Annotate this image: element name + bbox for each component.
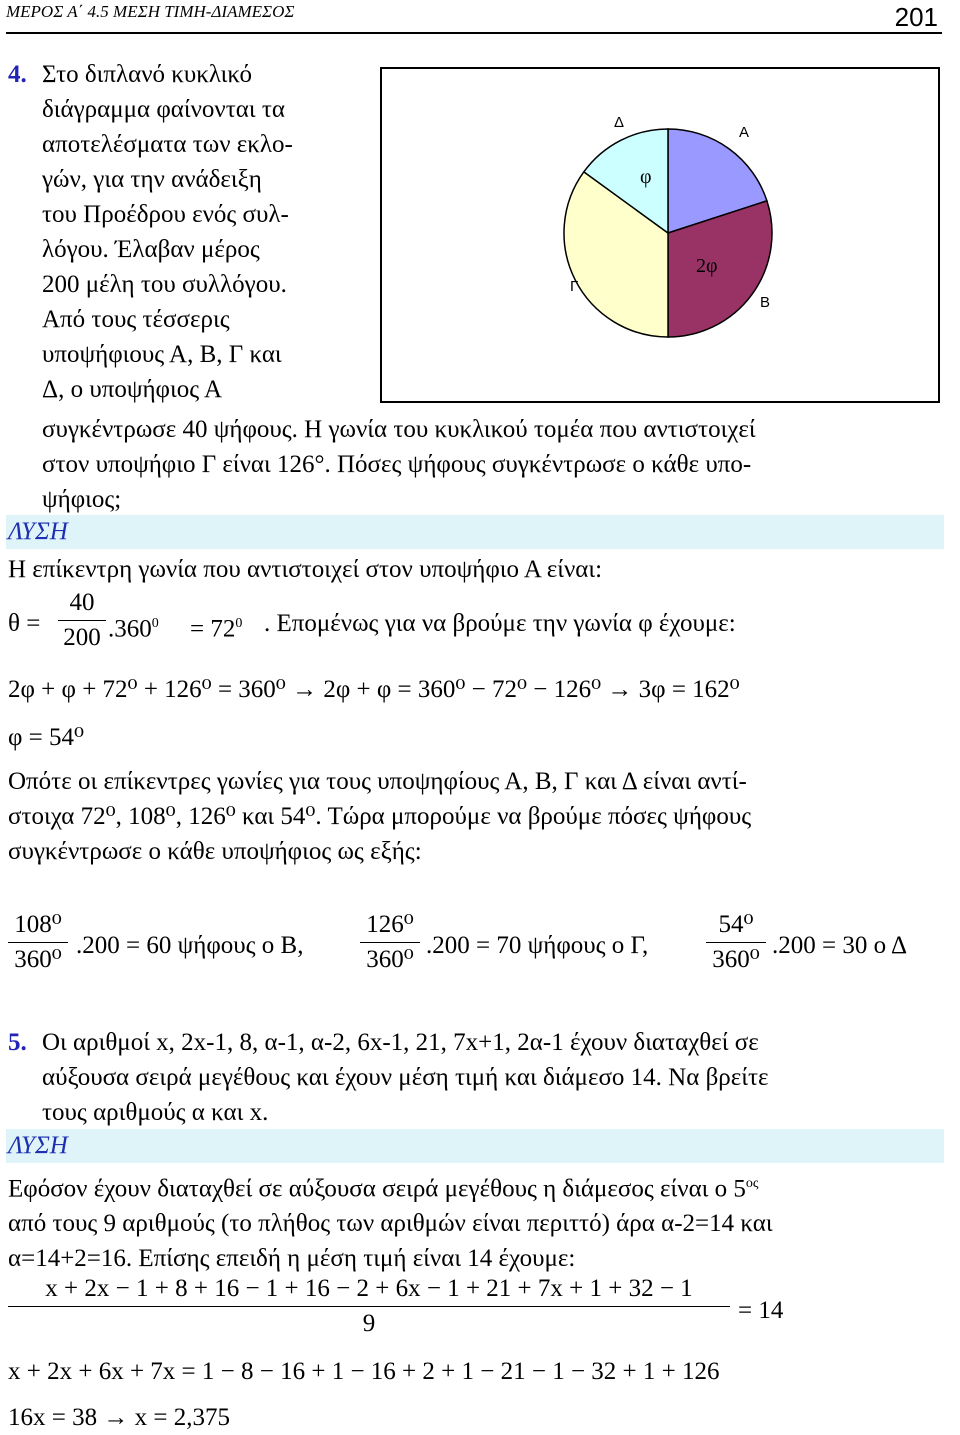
theta-label: θ =	[8, 610, 41, 637]
exercise-5-text: Οι αριθμοί x, 2x-1, 8, α-1, α-2, 6x-1, 21, 7x+1, 2α-1 έχουν διαταχθεί σε αύξουσα σειρά μεγέθους και έχουν μέση τιμή και διάμεσο 14. Να βρείτε τους αριθμούς α και x.	[42, 1029, 769, 1126]
fraction-b: 108⁰ 360⁰	[8, 910, 68, 975]
fraction-d: 54⁰ 360⁰	[706, 910, 766, 975]
solution-intro: Η επίκεντρη γωνία που αντιστοιχεί στον υποψήφιο Α είναι:	[8, 556, 603, 583]
fraction-g: 126⁰ 360⁰	[360, 910, 420, 975]
mean-fraction	[8, 1274, 730, 1339]
exercise-4-continuation	[42, 412, 756, 517]
fraction-denominator: 200	[63, 624, 101, 651]
theta-equals: = $72^0$	[190, 615, 243, 643]
exercise-5-number: 5.	[8, 1029, 27, 1056]
angle-label-phi: φ	[640, 166, 652, 188]
ex4-line: Από τους τέσσερις	[42, 306, 230, 333]
ex5-solution-text: Εφόσον έχουν διαταχθεί σε αύξουσα σειρά μεγέθους η διάμεσος είναι ο $5^{o\varsigma}$ από τους 9 αριθμούς (το πλήθος των αριθμών είναι περιττό) άρα α-2=14 και α=14+2=16. Επίσης επειδή η μέση τιμή είναι 14 έχουμε:	[8, 1175, 773, 1273]
pie-label-1: Β	[760, 294, 771, 311]
solution-bar-4	[6, 515, 944, 549]
mean-equals: = 14	[738, 1297, 784, 1324]
fraction-numerator: 40	[69, 589, 95, 616]
ex4-line: λόγου. Έλαβαν μέρος	[42, 236, 260, 263]
theta-fraction	[58, 588, 106, 653]
votes-b: .200 = 60 ψήφους ο Β,	[76, 932, 304, 959]
solution-label: ΛΥΣΗ	[8, 518, 68, 545]
solution-label: ΛΥΣΗ	[8, 1132, 68, 1159]
mean-numerator: x + 2x − 1 + 8 + 16 − 1 + 16 − 2 + 6x − 1 + 21 + 7x + 1 + 32 − 1	[45, 1275, 693, 1302]
exercise-4-text	[42, 57, 293, 407]
ex4-line: αποτελέσματα των εκλο-	[42, 131, 293, 158]
page-number: 201	[894, 2, 938, 32]
angle-label-two-phi: 2φ	[696, 255, 718, 277]
solution-bar-5	[6, 1129, 944, 1163]
running-header: ΜΕΡΟΣ Α΄ 4.5 ΜΕΣΗ ΤΙΜΗ-ΔΙΑΜΕΣΟΣ	[6, 2, 295, 21]
angles-paragraph: Οπότε οι επίκεντρες γωνίες για τους υποψηφίους Α, Β, Γ και Δ είναι αντί- στοιχα 72⁰, 108⁰, 126⁰ και 54⁰. Τώρα μπορούμε να βρούμε πόσες ψήφους συγκέντρωσε ο κάθε υποψήφιος ως εξής:	[8, 768, 752, 865]
equation-2: x + 2x + 6x + 7x = 1 − 8 − 16 + 1 − 16 + 2 + 1 − 21 − 1 − 32 + 1 + 126	[8, 1358, 720, 1385]
ex4-cont-line: στον υποψήφιο Γ είναι 126°. Πόσες ψήφους συγκέντρωσε ο κάθε υπο-	[42, 451, 752, 478]
theta-rest: .360$^0$	[108, 615, 159, 643]
ex4-line: του Προέδρου ενός συλ-	[42, 201, 289, 228]
ex4-line: γών, για την ανάδειξη	[42, 166, 262, 193]
mean-denominator: 9	[362, 1310, 376, 1337]
votes-g: .200 = 70 ψήφους ο Γ,	[426, 932, 649, 959]
ex4-line: 200 μέλη του συλλόγου.	[42, 271, 287, 298]
exercise-4-number: 4.	[8, 61, 27, 88]
equation-3: 16x = 38 → x = 2,375	[8, 1404, 230, 1431]
ex4-cont-line: ψήφιος;	[42, 486, 122, 513]
pie-chart-frame	[380, 67, 940, 403]
pie-label-2: Γ	[570, 278, 579, 295]
votes-d: .200 = 30 ο Δ	[772, 932, 908, 959]
ex4-line: υποψήφιους Α, Β, Γ και	[42, 341, 282, 368]
equation-line: 2φ + φ + 72⁰ + 126⁰ = 360⁰ → 2φ + φ = 360⁰ − 72⁰ − 126⁰ → 3φ = 162⁰	[8, 676, 740, 703]
pie-chart	[382, 69, 938, 401]
ex4-cont-line: συγκέντρωσε 40 ψήφους. Η γωνία του κυκλικού τομέα που αντιστοιχεί	[42, 416, 756, 443]
ex4-line: διάγραμμα φαίνονται τα	[42, 96, 286, 123]
pie-label-3: Δ	[614, 114, 625, 131]
header-rule	[6, 32, 942, 34]
theta-after: . Επομένως για να βρούμε την γωνία φ έχουμε:	[264, 610, 736, 637]
pie-label-0: Α	[739, 124, 750, 141]
ex4-line: Δ, ο υποψήφιος Α	[42, 376, 223, 403]
phi-result: φ = 54⁰	[8, 724, 85, 751]
ex4-line: Στο διπλανό κυκλικό	[42, 61, 252, 88]
